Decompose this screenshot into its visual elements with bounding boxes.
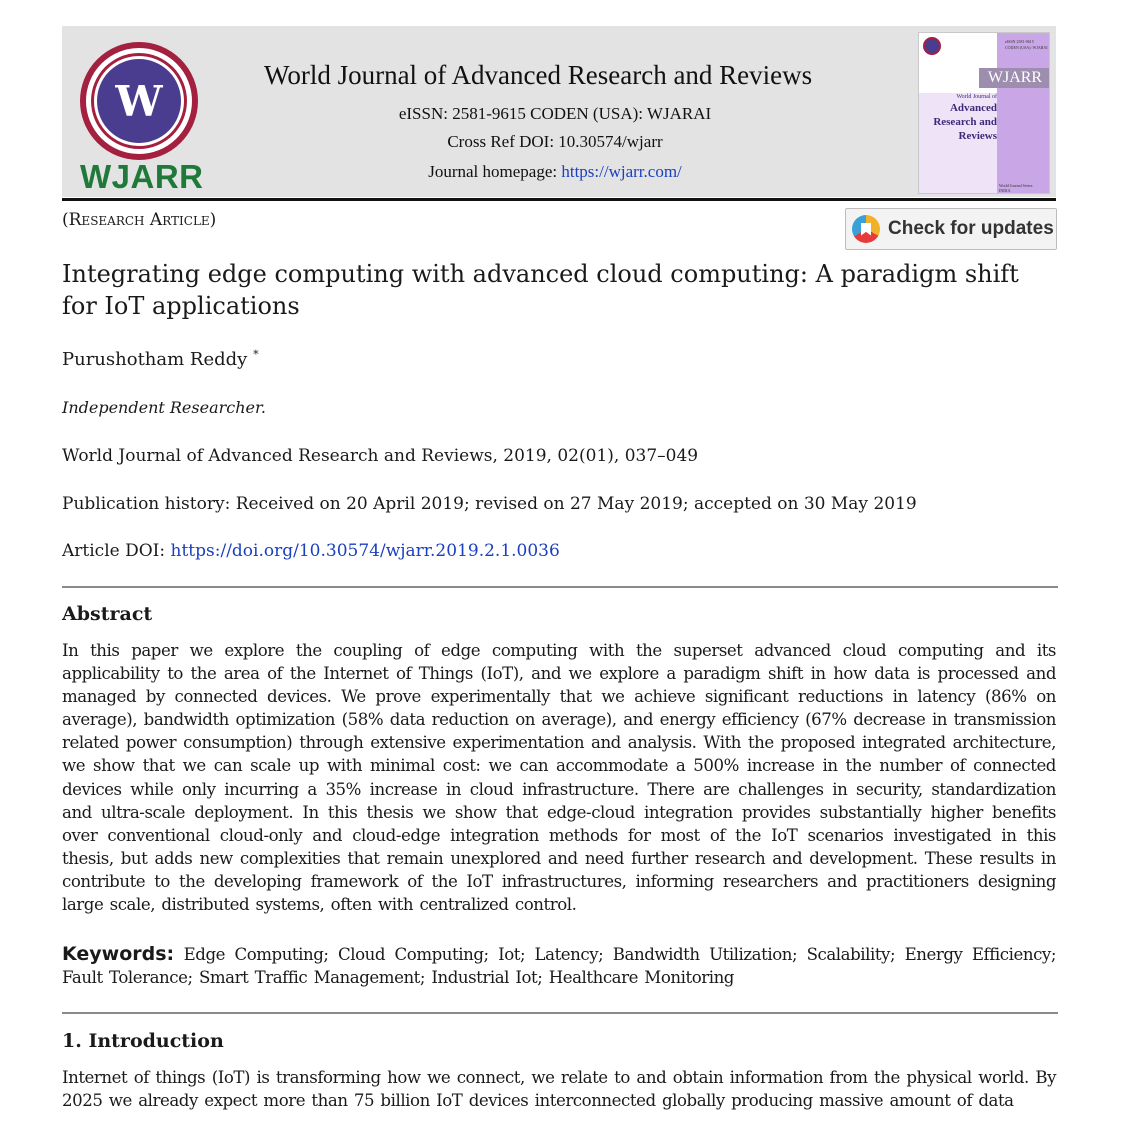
cover-tiny-text: INDIA: [999, 188, 1011, 193]
cover-name-small: World Journal of: [956, 94, 997, 100]
check-for-updates-button[interactable]: [845, 208, 1057, 250]
journal-logo-text: WJARR: [80, 158, 204, 195]
header-rule: [62, 198, 1056, 201]
cover-tiny-text: eISSN 2581-9615: [1005, 39, 1034, 44]
article-doi-label: Article DOI:: [62, 541, 171, 561]
abstract-heading: Abstract: [62, 603, 153, 625]
cover-band: [997, 33, 1050, 194]
journal-crossref-doi: Cross Ref DOI: 10.30574/wjarr: [447, 132, 663, 151]
article-doi: [62, 541, 560, 561]
article-type-label: (Research Article): [62, 210, 217, 230]
author-mark: *: [253, 348, 259, 361]
introduction-text: Internet of things (IoT) is transforming how we connect, we relate to and obtain information from the physical world. By 2025 we already expect more than 75 billion IoT devices interconnected globally producing massive amount of data: [62, 1068, 1056, 1111]
cover-tiny-text: CODEN (USA): WJARAI: [1005, 45, 1048, 50]
keywords-text: Edge Computing; Cloud Computing; Iot; Latency; Bandwidth Utilization; Scalability; Energy Efficiency; Fault Tolerance; Smart Traffic Management; Industrial Iot; Healthcare Monitoring: [62, 945, 1056, 988]
abstract-text: In this paper we explore the coupling of edge computing with the superset advanced cloud computing and its applicability to the area of the Internet of Things (IoT), and we explore a paradigm shift in how data is processed and managed by connected devices. We prove experimentally that we achieve significant reductions in latency (86% on average), bandwidth optimization (58% data reduction on average), and energy efficiency (67% decrease in transmission related power consumption) through extensive experimentation and analysis. With the proposed integrated architecture, we show that we can scale up with minimal cost: we can accommodate a 500% increase in the number of connected devices while only incurring a 35% increase in cloud infrastructure. There are challenges in security, standardization and ultra-scale deployment. In this thesis we show that edge-cloud integration provides substantially higher benefits over conventional cloud-only and cloud-edge integration methods for most of the IoT scenarios investigated in this thesis, but adds new complexities that remain unexplored and need further research and development. These results in contribute to the developing framework of the IoT infrastructures, informing researchers and practitioners designing large scale, distributed systems, often with centralized control.: [62, 641, 1056, 915]
section-divider: [62, 586, 1058, 588]
keywords: [62, 943, 1056, 989]
publication-history: Publication history: Received on 20 April 2019; revised on 27 May 2019; accepted on 30 May 2019: [62, 494, 917, 514]
bookmark-icon: [852, 215, 880, 243]
article-type: [62, 210, 216, 230]
keywords-label: Keywords:: [62, 943, 175, 965]
author: [62, 348, 259, 370]
journal-cover-thumbnail: [918, 32, 1050, 194]
citation: World Journal of Advanced Research and Reviews, 2019, 02(01), 037–049: [62, 446, 699, 466]
author-name: Purushotham Reddy: [62, 349, 248, 370]
cover-logo-icon: [923, 37, 941, 55]
journal-logo-letter: W: [94, 56, 184, 146]
section-divider: [62, 1012, 1058, 1014]
cover-badge: WJARR: [979, 68, 1050, 88]
cover-journal-name: [923, 93, 997, 143]
journal-title: World Journal of Advanced Research and Reviews: [264, 60, 813, 90]
journal-homepage-label: Journal homepage:: [428, 162, 562, 181]
cover-tiny-text: World Journal Series: [999, 183, 1033, 188]
journal-homepage: [330, 162, 780, 182]
article-title: Integrating edge computing with advanced cloud computing: A paradigm shift for IoT applications: [62, 260, 1019, 320]
cover-name-main: Advanced Research and Reviews: [933, 102, 997, 142]
journal-homepage-link[interactable]: https://wjarr.com/: [561, 162, 682, 181]
check-for-updates-label: Check for updates: [888, 218, 1054, 239]
affiliation: Independent Researcher.: [62, 398, 266, 417]
introduction-heading: 1. Introduction: [62, 1030, 224, 1052]
journal-issn: eISSN: 2581-9615 CODEN (USA): WJARAI: [398, 104, 712, 123]
article-doi-link[interactable]: https://doi.org/10.30574/wjarr.2019.2.1.0036: [170, 541, 560, 561]
journal-logo: [80, 42, 198, 160]
